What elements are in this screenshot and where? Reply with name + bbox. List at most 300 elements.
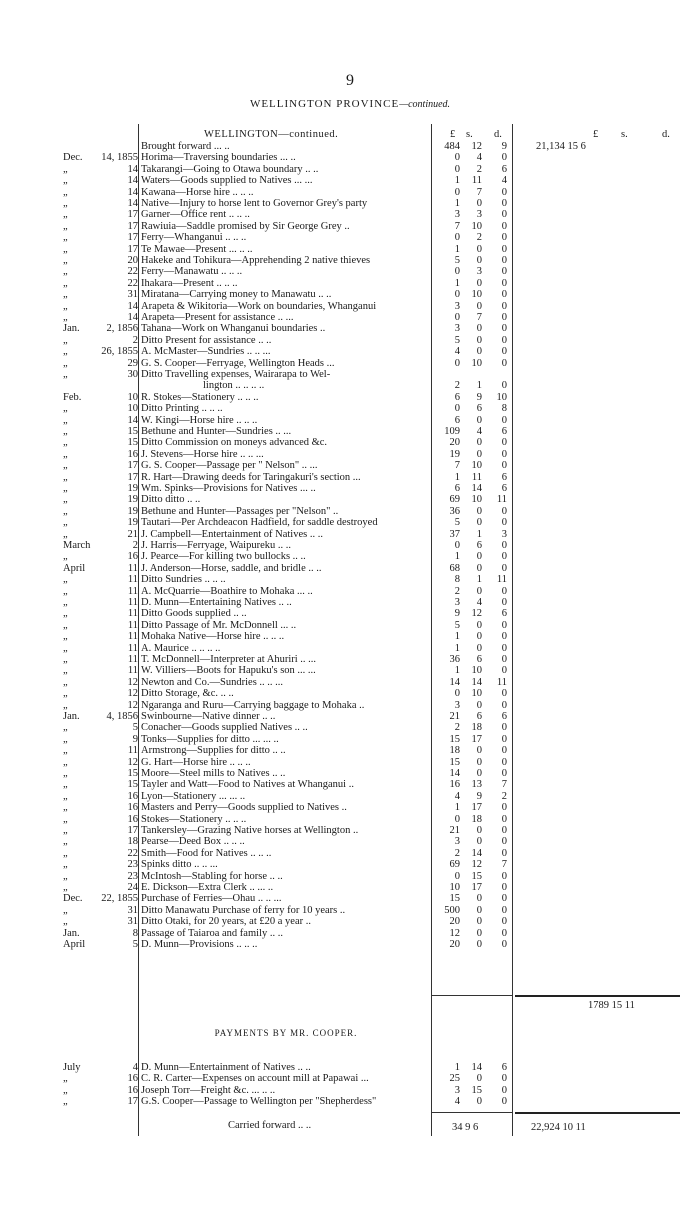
entry-pence: 0 xyxy=(501,916,507,928)
entry-month: „ xyxy=(63,597,68,608)
entry-shillings: 11 xyxy=(471,471,482,483)
entry-month: „ xyxy=(63,528,68,540)
entry-description: Arapeta & Wikitoria—Work on boundaries, Whanganui xyxy=(141,300,377,312)
table-row xyxy=(0,175,700,186)
entry-day: 12 xyxy=(127,756,138,768)
table-row xyxy=(0,255,700,266)
table-row xyxy=(0,722,700,733)
table-row xyxy=(0,551,700,562)
entry-description: J. Pearce—For killing two bullocks .. .. xyxy=(141,551,306,563)
entry-pence: 0 xyxy=(501,357,507,369)
entry-description: Ngaranga and Ruru—Carrying baggage to Mohaka .. xyxy=(141,699,365,711)
rule-subtotal xyxy=(431,995,513,996)
running-head-title: WELLINGTON PROVINCE xyxy=(249,98,400,110)
entry-description: Tonks—Supplies for ditto ... ... .. xyxy=(141,733,279,745)
table-row xyxy=(0,141,700,152)
entry-day: 31 xyxy=(127,916,138,928)
entry-day: 9 xyxy=(132,733,138,745)
entry-description: G. S. Cooper—Ferryage, Wellington Heads ... xyxy=(141,357,335,369)
entry-pence: 0 xyxy=(501,551,507,563)
entry-month: „ xyxy=(63,574,68,586)
entry-shillings: 0 xyxy=(476,893,482,905)
entry-pence: 0 xyxy=(501,186,507,198)
entry-pence: 6 xyxy=(501,608,507,620)
entry-month: „ xyxy=(63,209,68,221)
entry-month: „ xyxy=(63,163,68,175)
entry-pounds: 2 xyxy=(454,380,460,392)
table-row xyxy=(0,152,700,163)
entry-shillings: 0 xyxy=(476,619,482,631)
entry-pence: 0 xyxy=(501,334,507,346)
col-total-pence-header: d. xyxy=(662,129,670,140)
entry-shillings: 17 xyxy=(471,882,482,893)
entry-pence: 0 xyxy=(501,562,507,574)
entry-pence: 0 xyxy=(501,847,507,859)
entry-month: „ xyxy=(63,665,68,677)
entry-pounds: 0 xyxy=(454,289,460,301)
entry-pounds: 21 xyxy=(449,825,460,836)
entry-shillings: 0 xyxy=(476,255,482,266)
entry-pounds: 14 xyxy=(449,768,460,779)
entry-day: 22 xyxy=(127,847,138,859)
carried-forward-total: 22,924 10 11 xyxy=(531,1122,586,1133)
entry-description: G. S. Cooper—Passage per " Nelson" .. ... xyxy=(141,460,318,472)
entry-pence: 0 xyxy=(501,654,507,665)
entry-shillings: 0 xyxy=(476,323,482,335)
entry-description: W. Kingi—Horse hire .. .. .. xyxy=(141,414,258,426)
table-row xyxy=(0,198,700,209)
entry-shillings: 0 xyxy=(476,642,482,654)
entry-pence: 6 xyxy=(501,711,507,722)
entry-pence: 0 xyxy=(501,1084,507,1096)
entry-description: Smith—Food for Natives .. .. .. xyxy=(141,847,272,859)
entry-month: Feb. xyxy=(63,391,82,403)
entry-pounds: 109 xyxy=(444,426,460,437)
entry-pounds: 1 xyxy=(454,631,460,643)
entry-shillings: 0 xyxy=(476,904,482,916)
entry-description: W. Villiers—Boots for Hapuku's son ... ... xyxy=(141,665,316,677)
entry-pence: 0 xyxy=(501,904,507,916)
entry-shillings: 10 xyxy=(471,665,482,677)
entry-month: „ xyxy=(63,688,68,700)
entry-shillings: 0 xyxy=(476,745,482,757)
entry-pence: 0 xyxy=(501,722,507,734)
entry-day: 11 xyxy=(127,619,138,631)
entry-pence: 2 xyxy=(501,790,507,802)
entry-month: „ xyxy=(63,186,68,198)
entry-day: 17 xyxy=(127,232,138,244)
entry-pence: 11 xyxy=(496,494,507,506)
entry-pounds: 14 xyxy=(449,676,460,688)
entry-description: McIntosh—Stabling for horse .. .. xyxy=(141,870,283,882)
entry-day: 22 xyxy=(127,277,138,289)
entry-pounds: 9 xyxy=(454,608,460,620)
table-row xyxy=(0,757,700,768)
entry-shillings: 4 xyxy=(476,426,482,437)
table-row xyxy=(0,688,700,699)
entry-pence: 0 xyxy=(501,756,507,768)
entry-description: Joseph Torr—Freight &c. ... .. .. xyxy=(141,1084,276,1096)
table-row xyxy=(0,517,700,528)
entry-shillings: 10 xyxy=(471,220,482,232)
entry-day: 16 xyxy=(127,813,138,825)
entry-pence: 0 xyxy=(501,437,507,449)
entry-pence: 0 xyxy=(501,802,507,814)
entry-pounds: 5 xyxy=(454,517,460,529)
entry-shillings: 0 xyxy=(476,756,482,768)
entry-month: „ xyxy=(63,745,68,757)
table-row xyxy=(0,403,700,414)
entry-day: 8 xyxy=(132,927,138,939)
entry-month: „ xyxy=(63,448,68,460)
entry-description: Conacher—Goods supplied Natives .. .. xyxy=(141,722,308,734)
table-row xyxy=(0,472,700,483)
entry-pounds: 3 xyxy=(454,836,460,848)
entry-pounds: 2 xyxy=(454,847,460,859)
entry-shillings: 3 xyxy=(476,209,482,221)
entry-pounds: 0 xyxy=(454,232,460,244)
entry-pence: 0 xyxy=(501,289,507,301)
entry-month: „ xyxy=(63,277,68,289)
entry-month: „ xyxy=(63,1073,68,1085)
entry-month: „ xyxy=(63,1084,68,1096)
entry-day: 14 xyxy=(127,312,138,323)
entry-description: Ditto Goods supplied .. .. xyxy=(141,608,247,620)
entry-description: J. Anderson—Horse, saddle, and bridle .. .. xyxy=(141,562,322,574)
entry-pence: 0 xyxy=(501,152,507,164)
entry-pence: 0 xyxy=(501,642,507,654)
entry-description: Lyon—Stationery ... ... .. xyxy=(141,790,246,802)
entry-month: „ xyxy=(63,483,68,494)
entry-shillings: 0 xyxy=(476,916,482,928)
entry-pounds: 69 xyxy=(449,494,460,506)
entry-month: „ xyxy=(63,312,68,323)
entry-description: J. Harris—Ferryage, Waipureku .. .. xyxy=(141,540,292,551)
table-row xyxy=(0,825,700,836)
entry-pounds: 0 xyxy=(454,688,460,700)
table-row xyxy=(0,335,700,346)
entry-pounds: 7 xyxy=(454,220,460,232)
entry-day: 15 xyxy=(127,437,138,449)
running-head xyxy=(0,98,700,110)
entry-shillings: 14 xyxy=(471,483,482,494)
entry-description: D. Munn—Provisions .. .. .. xyxy=(141,939,258,950)
entry-pounds: 0 xyxy=(454,152,460,164)
entry-pence: 10 xyxy=(496,391,507,403)
entry-pounds: 1 xyxy=(454,1062,460,1073)
entry-pence: 0 xyxy=(501,825,507,836)
entry-pounds: 1 xyxy=(454,665,460,677)
entry-pence: 0 xyxy=(501,323,507,335)
entry-month: „ xyxy=(63,722,68,734)
entry-pounds: 1 xyxy=(454,198,460,209)
col-pence-header: d. xyxy=(494,129,502,140)
entry-description: Rawiuia—Saddle promised by Sir George Grey .. xyxy=(141,220,350,232)
entry-day: 11 xyxy=(127,562,138,574)
entry-pounds: 4 xyxy=(454,346,460,358)
entry-description: Ditto Manawatu Purchase of ferry for 10 years .. xyxy=(141,904,346,916)
entry-day: 17 xyxy=(127,209,138,221)
entry-description: Ditto Passage of Mr. McDonnell ... .. xyxy=(141,619,297,631)
entry-month: „ xyxy=(63,1096,68,1108)
entry-month: Dec. xyxy=(63,893,83,905)
table-row xyxy=(0,791,700,802)
table-row xyxy=(0,563,700,574)
entry-day: 2 xyxy=(132,334,138,346)
entry-pounds: 2 xyxy=(454,585,460,597)
entry-shillings: 0 xyxy=(476,346,482,358)
entry-day: 11 xyxy=(127,597,138,608)
entry-day: 19 xyxy=(127,483,138,494)
table-row xyxy=(0,779,700,790)
entry-pence: 0 xyxy=(501,540,507,551)
entry-day: 16 xyxy=(127,1073,138,1085)
entry-shillings: 13 xyxy=(471,779,482,791)
entry-pence: 4 xyxy=(501,175,507,187)
entry-month: „ xyxy=(63,585,68,597)
table-row xyxy=(0,415,700,426)
entry-pence: 0 xyxy=(501,619,507,631)
entry-month: „ xyxy=(63,619,68,631)
table-row xyxy=(0,266,700,277)
entry-pence: 0 xyxy=(501,255,507,266)
entry-shillings: 0 xyxy=(476,562,482,574)
entry-shillings: 6 xyxy=(476,711,482,722)
table-row xyxy=(0,312,700,323)
entry-pence: 0 xyxy=(501,813,507,825)
table-row xyxy=(0,278,700,289)
rule-cooper-bottom xyxy=(431,1112,513,1113)
entry-description: Ditto Present for assistance .. .. xyxy=(141,334,272,346)
entry-description: Newton and Co.—Sundries .. .. ... xyxy=(141,676,284,688)
entry-day: 17 xyxy=(127,1096,138,1108)
entry-shillings: 4 xyxy=(476,597,482,608)
entry-pounds: 5 xyxy=(454,334,460,346)
table-row xyxy=(0,494,700,505)
col-shillings-header: s. xyxy=(466,129,473,140)
entry-day: 21 xyxy=(127,528,138,540)
entry-pounds: 0 xyxy=(454,540,460,551)
entry-pence: 0 xyxy=(501,699,507,711)
entry-day: 4, 1856 xyxy=(106,711,138,722)
entry-day: 2 xyxy=(132,540,138,551)
entry-description: R. Stokes—Stationery .. .. .. xyxy=(141,391,259,403)
entry-day: 11 xyxy=(127,585,138,597)
page-number: 9 xyxy=(346,72,354,89)
entry-month: „ xyxy=(63,870,68,882)
entry-month: „ xyxy=(63,756,68,768)
entry-description: Bethune and Hunter—Sundries .. ... xyxy=(141,426,292,437)
table-row xyxy=(0,301,700,312)
entry-pence: 0 xyxy=(501,1096,507,1108)
entry-pounds: 0 xyxy=(454,403,460,415)
entry-month: „ xyxy=(63,289,68,301)
entry-month: „ xyxy=(63,699,68,711)
entry-month: July xyxy=(63,1062,81,1073)
entry-description: Pearse—Deed Box .. .. .. xyxy=(141,836,245,848)
entry-shillings: 0 xyxy=(476,517,482,529)
entry-pence: 0 xyxy=(501,266,507,278)
entry-day: 10 xyxy=(127,403,138,415)
entry-shillings: 10 xyxy=(471,494,482,506)
entry-day: 24 xyxy=(127,882,138,893)
entry-pence: 0 xyxy=(501,414,507,426)
entry-description: Armstrong—Supplies for ditto .. .. xyxy=(141,745,286,757)
entry-month: „ xyxy=(63,882,68,893)
entry-pounds: 6 xyxy=(454,483,460,494)
entry-pounds: 0 xyxy=(454,813,460,825)
entry-month: „ xyxy=(63,836,68,848)
entry-pence: 7 xyxy=(501,859,507,871)
entry-pounds: 15 xyxy=(449,733,460,745)
entry-description: Ferry—Manawatu .. .. .. xyxy=(141,266,243,278)
table-row xyxy=(0,187,700,198)
entry-shillings: 0 xyxy=(476,585,482,597)
entry-pounds: 0 xyxy=(454,357,460,369)
entry-month: „ xyxy=(63,676,68,688)
entry-pounds: 3 xyxy=(454,323,460,335)
table-row xyxy=(0,483,700,494)
entry-month: „ xyxy=(63,346,68,358)
entry-shillings: 4 xyxy=(476,152,482,164)
entry-shillings: 7 xyxy=(476,312,482,323)
entry-month: „ xyxy=(63,220,68,232)
entry-pence: 0 xyxy=(501,882,507,893)
entry-description: Bethune and Hunter—Passages per "Nelson" .. xyxy=(141,505,339,517)
table-row xyxy=(0,506,700,517)
entry-pence: 6 xyxy=(501,1062,507,1073)
entry-pounds: 1 xyxy=(454,642,460,654)
entry-month: „ xyxy=(63,813,68,825)
table-row xyxy=(0,734,700,745)
entry-month: „ xyxy=(63,414,68,426)
table-row xyxy=(0,323,700,334)
entry-description: C. R. Carter—Expenses on account mill at Papawai ... xyxy=(141,1073,369,1085)
entry-pence: 0 xyxy=(501,220,507,232)
entry-pence: 0 xyxy=(501,312,507,323)
entry-description: Garner—Office rent .. .. .. xyxy=(141,209,250,221)
entry-day: 14, 1855 xyxy=(101,152,138,164)
entry-shillings: 0 xyxy=(476,768,482,779)
entry-day: 12 xyxy=(127,699,138,711)
entry-description: D. Munn—Entertaining Natives .. .. xyxy=(141,597,292,608)
entry-pounds: 1 xyxy=(454,175,460,187)
entry-month: „ xyxy=(63,403,68,415)
table-row xyxy=(0,905,700,916)
entry-pounds: 0 xyxy=(454,312,460,323)
entry-pounds: 10 xyxy=(449,882,460,893)
col-pounds-header: £ xyxy=(450,129,456,140)
entry-description: Ferry—Whanganui .. .. .. xyxy=(141,232,247,244)
table-row xyxy=(0,928,700,939)
running-head-continued: —continued. xyxy=(399,99,451,110)
entry-pence: 0 xyxy=(501,631,507,643)
entry-day: 30 xyxy=(127,369,138,380)
entry-pence: 0 xyxy=(501,517,507,529)
entry-description: T. McDonnell—Interpreter at Ahuriri .. ... xyxy=(141,654,317,665)
entry-day: 19 xyxy=(127,505,138,517)
entry-shillings: 0 xyxy=(476,448,482,460)
entry-month: „ xyxy=(63,916,68,928)
entry-pence: 6 xyxy=(501,471,507,483)
table-row xyxy=(0,289,700,300)
entry-shillings: 17 xyxy=(471,733,482,745)
entry-day: 14 xyxy=(127,163,138,175)
entry-month: Jan. xyxy=(63,927,80,939)
entry-pounds: 0 xyxy=(454,163,460,175)
table-row xyxy=(0,586,700,597)
table-row xyxy=(0,540,700,551)
entry-month: Jan. xyxy=(63,711,80,722)
entry-description: Ditto Printing .. .. .. xyxy=(141,403,223,415)
entry-shillings: 1 xyxy=(476,528,482,540)
rule-subtotal-right xyxy=(515,995,680,997)
entry-pence: 0 xyxy=(501,768,507,779)
entry-day: 11 xyxy=(127,574,138,586)
entry-day: 19 xyxy=(127,494,138,506)
entry-pounds: 20 xyxy=(449,437,460,449)
entry-day: 26, 1855 xyxy=(101,346,138,358)
table-row xyxy=(0,620,700,631)
entry-shillings: 0 xyxy=(476,198,482,209)
entry-description: Passage of Taiaroa and family .. .. xyxy=(141,927,283,939)
table-row xyxy=(0,631,700,642)
entry-day: 11 xyxy=(127,654,138,665)
entry-description: Tahana—Work on Whanganui boundaries .. xyxy=(141,323,326,335)
entry-month: March xyxy=(63,540,91,551)
entry-day: 14 xyxy=(127,186,138,198)
entry-pence: 0 xyxy=(501,277,507,289)
entry-description: Waters—Goods supplied to Natives ... ... xyxy=(141,175,313,187)
entry-pounds: 15 xyxy=(449,756,460,768)
table-row xyxy=(0,1073,700,1084)
entry-shillings: 0 xyxy=(476,1073,482,1085)
table-row xyxy=(0,745,700,756)
entry-shillings: 10 xyxy=(471,688,482,700)
entry-pence: 0 xyxy=(501,198,507,209)
entry-shillings: 0 xyxy=(476,243,482,255)
entry-day: 12 xyxy=(127,676,138,688)
entry-description: Native—Injury to horse lent to Governor Grey's party xyxy=(141,198,368,209)
entry-day: 16 xyxy=(127,1084,138,1096)
entry-pounds: 1 xyxy=(454,802,460,814)
entry-shillings: 0 xyxy=(476,836,482,848)
entry-month: „ xyxy=(63,300,68,312)
table-row xyxy=(0,814,700,825)
table-row xyxy=(0,939,700,950)
entry-shillings: 0 xyxy=(476,551,482,563)
entry-shillings: 2 xyxy=(476,232,482,244)
entry-pence: 0 xyxy=(501,733,507,745)
entry-description: Moore—Steel mills to Natives .. .. xyxy=(141,768,286,779)
entry-description: A. McMaster—Sundries .. .. ... xyxy=(141,346,271,358)
entry-day: 22 xyxy=(127,266,138,278)
table-row xyxy=(0,244,700,255)
entry-shillings: 12 xyxy=(471,608,482,620)
table-row xyxy=(0,358,700,369)
entry-month: „ xyxy=(63,437,68,449)
entry-shillings: 10 xyxy=(471,460,482,472)
section-heading: WELLINGTON—continued. xyxy=(204,129,339,140)
table-row xyxy=(0,597,700,608)
table-row xyxy=(0,1096,700,1107)
entry-description: Ditto Otaki, for 20 years, at £20 a year .. xyxy=(141,916,311,928)
entry-day: 17 xyxy=(127,220,138,232)
table-row xyxy=(0,232,700,243)
entry-shillings: 17 xyxy=(471,802,482,814)
entry-day: 29 xyxy=(127,357,138,369)
entry-day: 17 xyxy=(127,243,138,255)
